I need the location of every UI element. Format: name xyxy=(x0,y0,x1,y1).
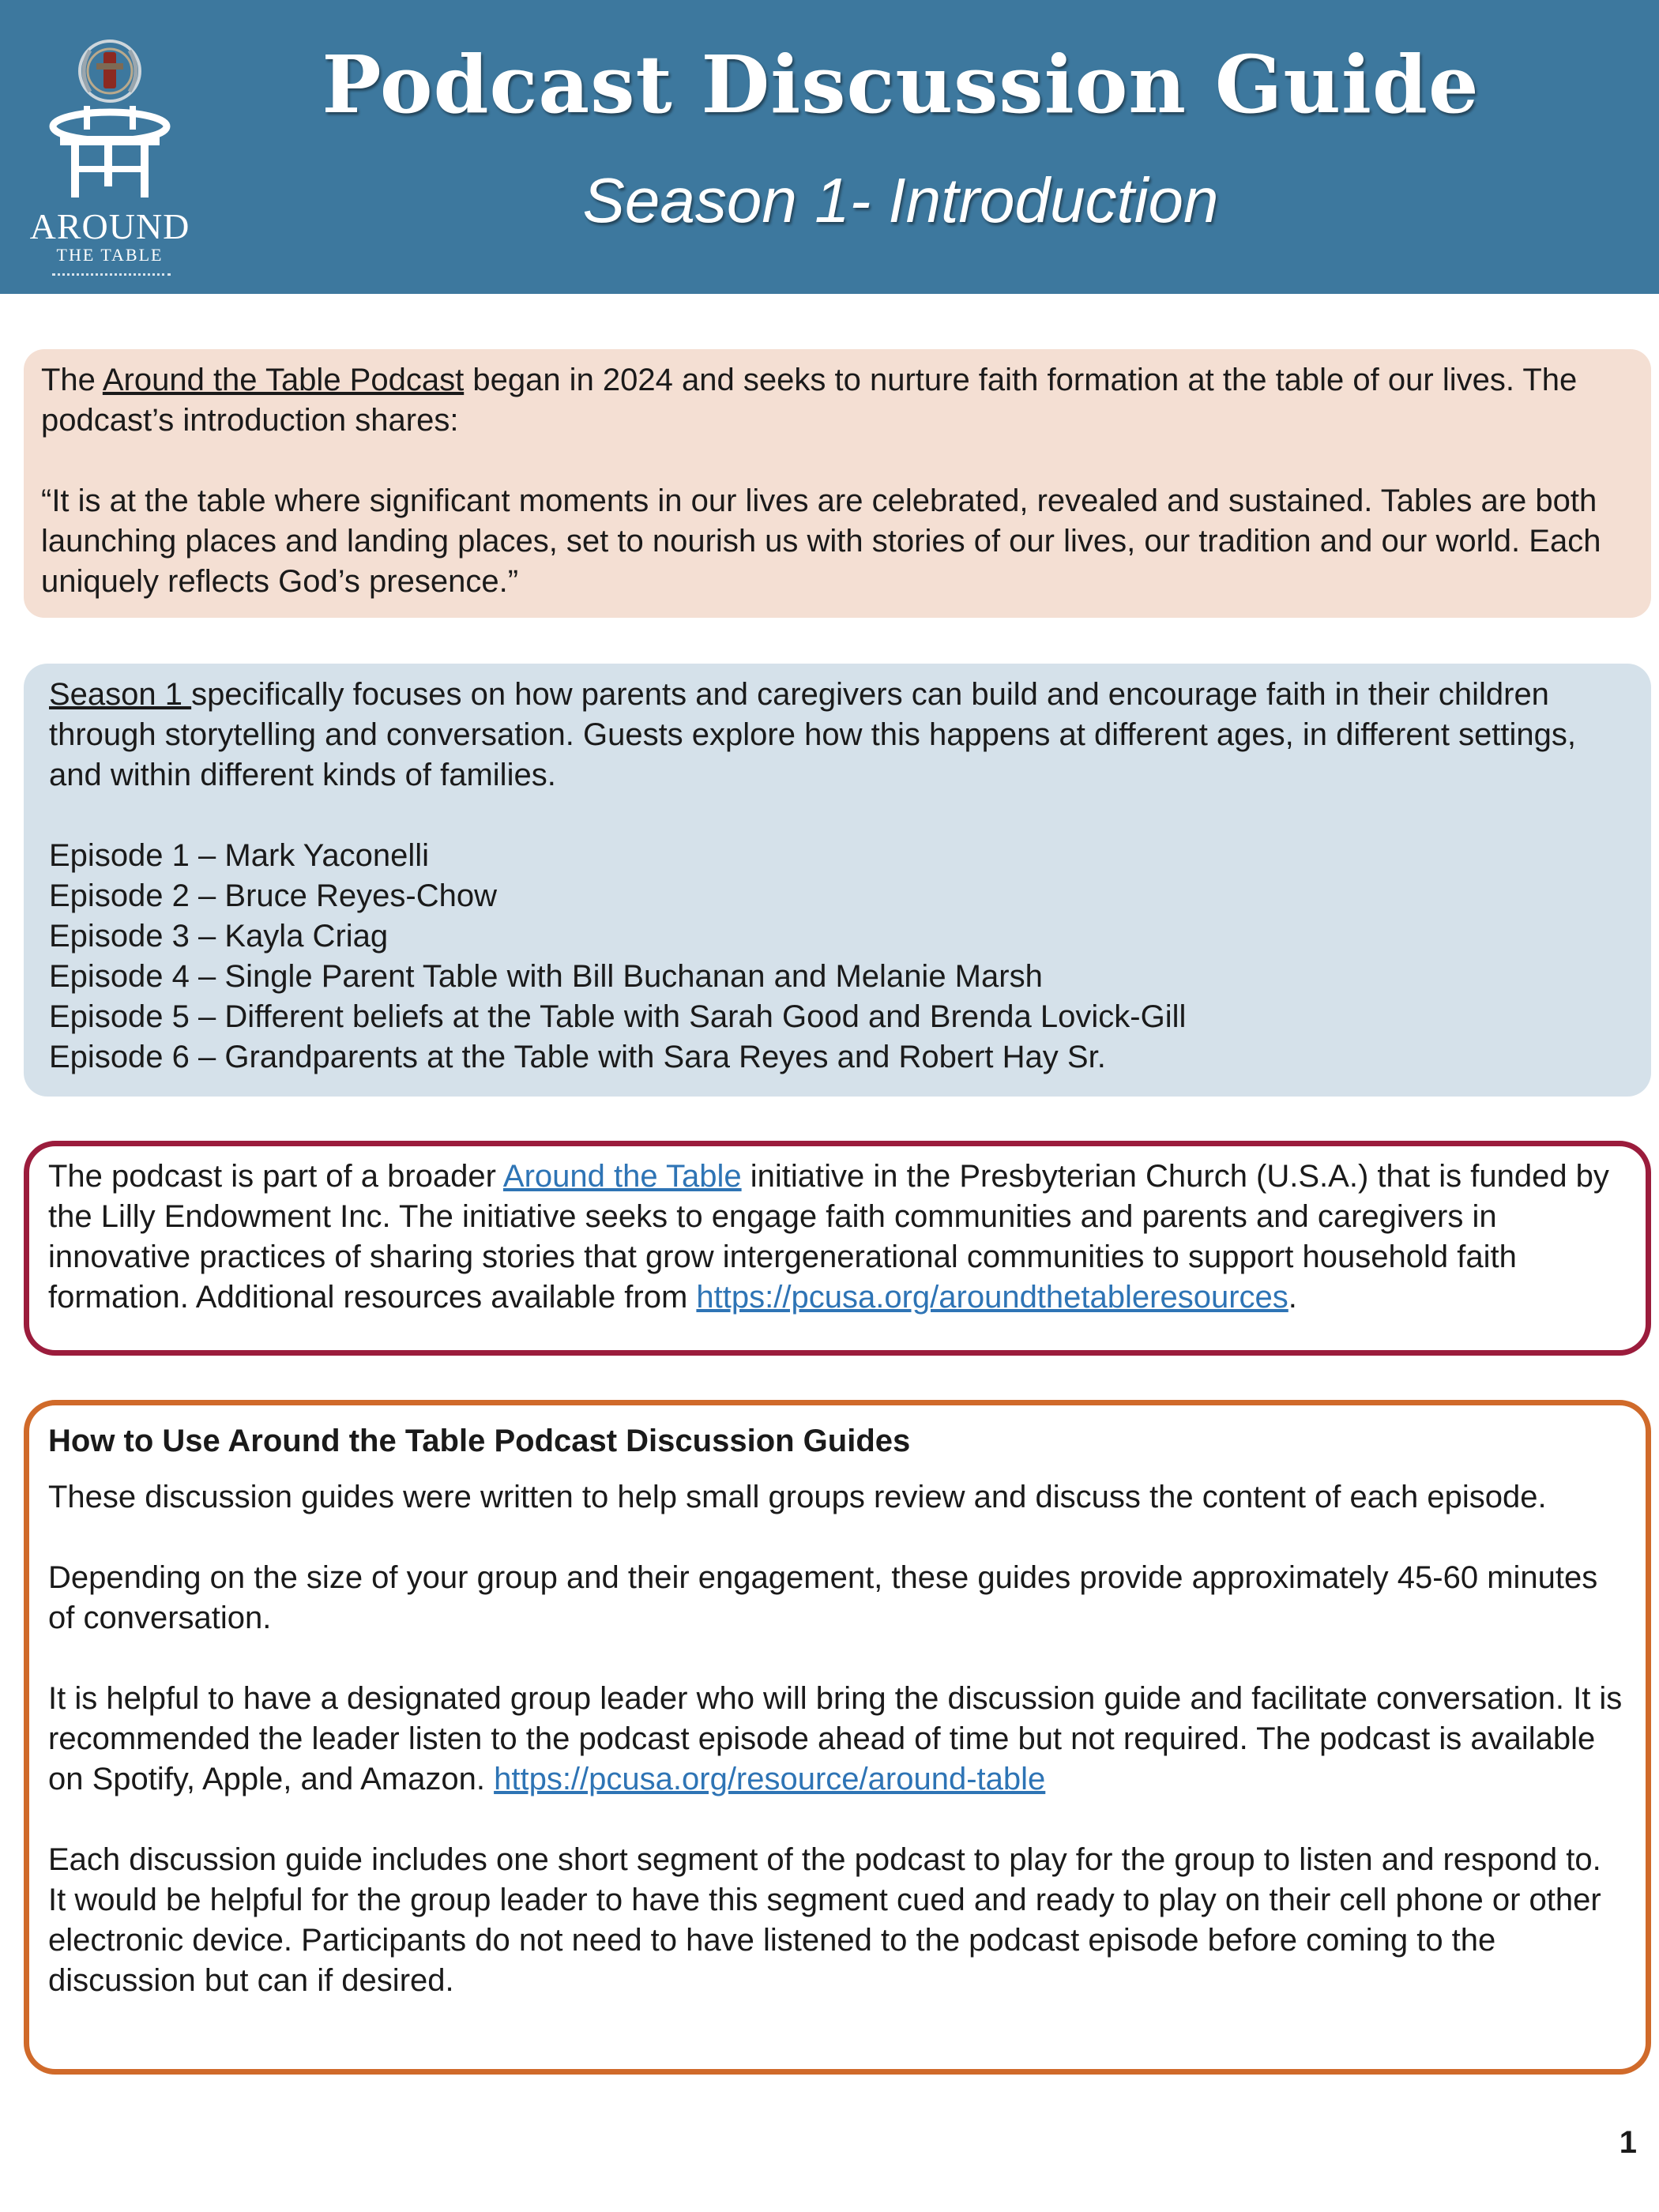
how-to-paragraph-2: Depending on the size of your group and their engagement, these guides provide approximately 45-60 minutes of conversation. xyxy=(48,1560,1598,1635)
resources-url-link[interactable]: https://pcusa.org/aroundthetableresources xyxy=(696,1280,1288,1315)
logo-text-around: AROUND xyxy=(29,206,190,246)
episode-item: Episode 2 – Bruce Reyes-Chow xyxy=(49,878,497,913)
podcast-name: Around the Table Podcast xyxy=(102,363,465,397)
intro-paragraph xyxy=(41,360,1634,441)
how-to-use-heading: How to Use Around the Table Podcast Discussion Guides xyxy=(48,1424,911,1458)
initiative-box xyxy=(24,1141,1651,1356)
how-to-use-box xyxy=(24,1400,1651,2075)
how-to-paragraph-3-text: It is helpful to have a designated group leader who will bring the discussion guide and facilitate conversation. It is recommended the leader listen to the podcast episode ahead of time but not required. The podcast is available on Spotify, Apple, and Amazon. xyxy=(48,1681,1623,1796)
intro-text-start: The xyxy=(41,363,103,397)
chair-table-logo-icon xyxy=(28,40,191,207)
intro-box xyxy=(24,349,1651,618)
season-description-text: specifically focuses on how parents and caregivers can build and encourage faith in their children through storytelling and conversation. Guests explore how this happens at different ages, in different settings, and within different kinds of families. xyxy=(49,677,1577,792)
episode-list xyxy=(49,836,1626,1078)
initiative-text-middle: initiative in the Presbyterian Church (U.S.A.) that is funded by the Lilly Endowment Inc. The initiative seeks to engage faith communities and parents and caregivers in innovative practices of sharing stories that grow intergenerational communities to support household faith formation. Additional resources available from xyxy=(48,1159,1609,1315)
episode-item: Episode 5 – Different beliefs at the Table with Sarah Good and Brenda Lovick-Gill xyxy=(49,999,1187,1034)
episode-item: Episode 4 – Single Parent Table with Bill Buchanan and Melanie Marsh xyxy=(49,959,1043,994)
episode-item: Episode 1 – Mark Yaconelli xyxy=(49,838,430,873)
how-to-paragraph-3 xyxy=(48,1679,1627,1800)
page-title: Podcast Discussion Guide xyxy=(322,38,1480,131)
how-to-paragraph-4: Each discussion guide includes one short segment of the podcast to play for the group to listen and respond to. It would be helpful for the group leader to have this segment cued and ready to play on their cell phone or other electronic device. Participants do not need to have listened to the podcast episode before coming to the discussion but can if desired. xyxy=(48,1842,1601,1998)
season-box xyxy=(24,664,1651,1097)
logo-tagline-rule xyxy=(52,273,171,279)
episode-item: Episode 3 – Kayla Criag xyxy=(49,919,389,954)
initiative-text-end: . xyxy=(1288,1280,1297,1315)
header-banner xyxy=(0,0,1659,294)
how-to-paragraph-1: These discussion guides were written to help small groups review and discuss the content of each episode. xyxy=(48,1480,1547,1514)
intro-text-end: began in 2024 and seeks to nurture faith formation at the table of our lives. The podcast’s introduction shares: xyxy=(41,363,1578,438)
logo-text-the-table: THE TABLE xyxy=(56,245,164,265)
page-number: 1 xyxy=(1619,2125,1637,2160)
initiative-text-start: The podcast is part of a broader xyxy=(48,1159,503,1194)
episode-item: Episode 6 – Grandparents at the Table with Sara Reyes and Robert Hay Sr. xyxy=(49,1040,1106,1074)
page-subtitle: Season 1- Introduction xyxy=(582,165,1219,235)
season-label: Season 1 xyxy=(49,677,192,712)
initiative-paragraph xyxy=(48,1157,1627,1318)
intro-quote: “It is at the table where significant moments in our lives are celebrated, revealed and sustained. Tables are both launching places and landing places, set to nourish us with stories of our lives, our tradition and our world. Each uniquely reflects God’s presence.” xyxy=(41,483,1601,599)
podcast-url-link[interactable]: https://pcusa.org/resource/around-table xyxy=(494,1762,1046,1796)
around-the-table-logo xyxy=(28,40,191,286)
season-description xyxy=(49,675,1626,796)
around-the-table-link[interactable]: Around the Table xyxy=(502,1159,742,1194)
